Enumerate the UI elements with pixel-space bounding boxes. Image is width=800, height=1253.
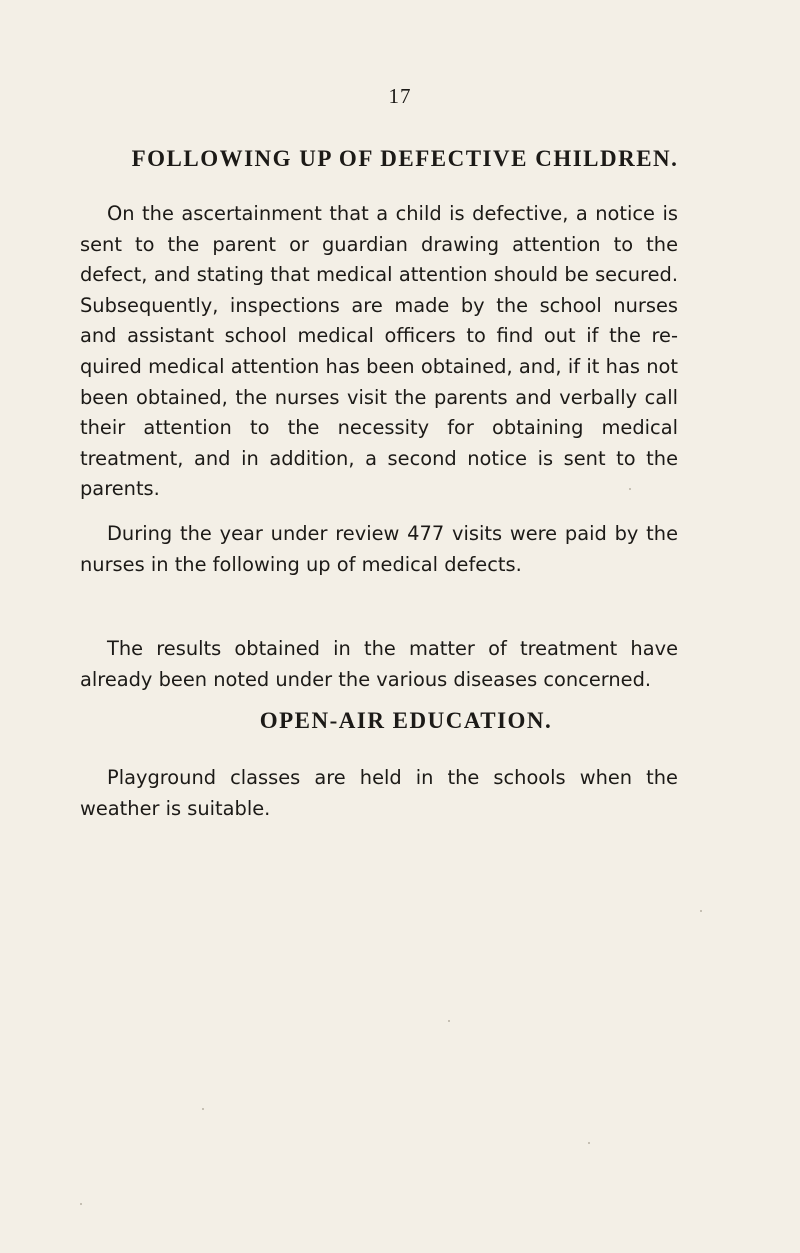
page-number: 17 (388, 84, 412, 108)
paragraph-visits: During the year under review 477 visits were paid by the nurses in the following up of medical defects. (80, 522, 678, 576)
paper-speck (629, 488, 631, 490)
section-heading-following-up: FOLLOWING UP OF DEFECTIVE CHILDREN. (131, 146, 679, 171)
paper-speck (202, 1108, 204, 1110)
paper-speck (700, 910, 702, 912)
paragraph-results: The results obtained in the matter of treatment have already been noted under the various diseases concerned. (80, 637, 678, 691)
paragraph-playground-classes: Playground classes are held in the schools when the weather is suitable. (80, 766, 678, 820)
section-heading-open-air-education: OPEN-AIR EDUCATION. (259, 708, 553, 733)
paper-speck (588, 1142, 590, 1144)
paragraph-ascertainment: On the ascertainment that a child is defective, a notice is sent to the parent or guardian drawing attention to the defect, and stating that medical attention should be secured. Subsequently, inspections are made by the school nurses and assistant school medical officers to find out if the re-quired medical attention has been obtained, and, if it has not been obtained, the nurses visit the parents and verbally call their attention to the necessity for obtaining medical treatment, and in addition, a second notice is sent to the parents. (80, 202, 678, 501)
paper-speck (448, 1020, 450, 1022)
paper-speck (80, 1203, 82, 1205)
